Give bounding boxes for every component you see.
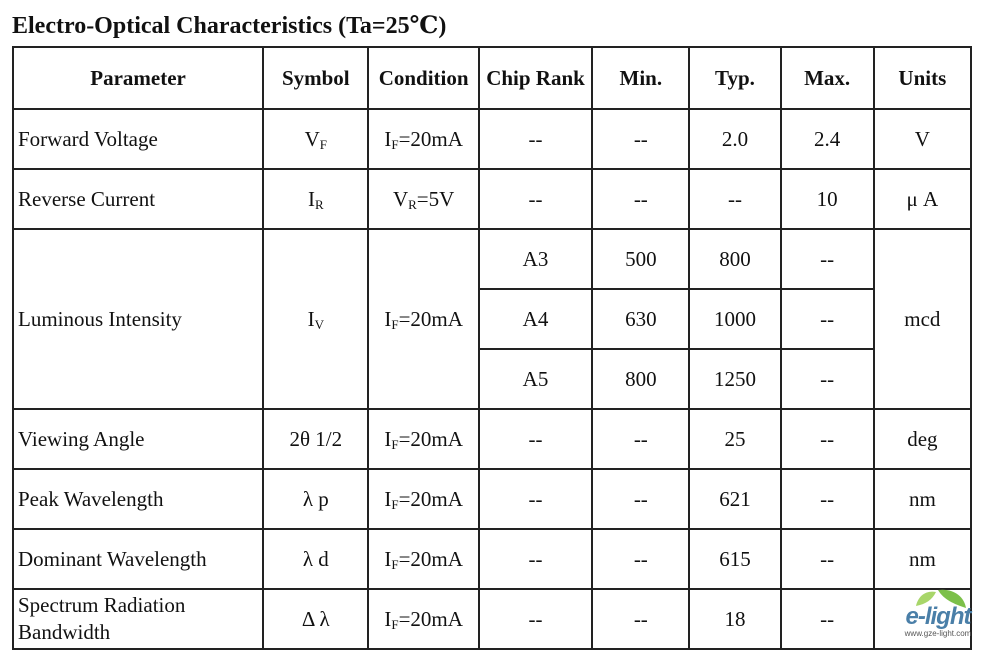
- characteristics-table: [12, 46, 972, 650]
- cell-symbol: [263, 229, 368, 409]
- cell-units: nm: [874, 469, 971, 529]
- cell-max: --: [781, 589, 874, 649]
- cond-value: =20mA: [398, 606, 463, 631]
- cell-parameter: Viewing Angle: [13, 409, 263, 469]
- cell-units: mcd: [874, 229, 971, 409]
- cond-value: =5V: [416, 186, 455, 211]
- cell-parameter: Reverse Current: [13, 169, 263, 229]
- cell-parameter: Peak Wavelength: [13, 469, 263, 529]
- header-symbol: Symbol: [263, 47, 368, 109]
- cond-main: V: [392, 186, 409, 211]
- cell-typ: 2.0: [689, 109, 780, 169]
- cell-min: --: [592, 589, 689, 649]
- cell-typ: 25: [689, 409, 780, 469]
- cell-min: --: [592, 469, 689, 529]
- cell-max: --: [781, 469, 874, 529]
- cell-typ: 615: [689, 529, 780, 589]
- symbol-main: I: [307, 306, 315, 331]
- cell-symbol: λ d: [263, 529, 368, 589]
- cell-chip-rank: --: [479, 529, 592, 589]
- cell-typ: 800: [689, 229, 780, 289]
- cell-max: --: [781, 409, 874, 469]
- cond-main: I: [384, 126, 392, 151]
- cell-symbol: 2θ 1/2: [263, 409, 368, 469]
- cell-chip-rank: --: [479, 109, 592, 169]
- cell-min: --: [592, 529, 689, 589]
- cell-units: nm: [874, 529, 971, 589]
- header-units: Units: [874, 47, 971, 109]
- cell-min: 630: [592, 289, 689, 349]
- cell-symbol: Δ λ: [263, 589, 368, 649]
- cell-parameter: Luminous Intensity: [13, 229, 263, 409]
- cell-max: --: [781, 229, 874, 289]
- cond-value: =20mA: [398, 306, 463, 331]
- cell-symbol: λ p: [263, 469, 368, 529]
- cell-condition: [368, 109, 478, 169]
- symbol-sub: R: [314, 196, 324, 212]
- table-row-peak-wavelength: [13, 469, 971, 529]
- symbol-main: V: [304, 126, 320, 151]
- cell-max: 10: [781, 169, 874, 229]
- cell-units: deg: [874, 409, 971, 469]
- cell-symbol: [263, 169, 368, 229]
- parameter-line2: Bandwidth: [18, 620, 111, 644]
- cell-parameter: [13, 589, 263, 649]
- table-row-spectrum-bandwidth: [13, 589, 971, 649]
- cell-max: --: [781, 349, 874, 409]
- cell-min: 500: [592, 229, 689, 289]
- table-row-viewing-angle: [13, 409, 971, 469]
- cell-units: V: [874, 109, 971, 169]
- cell-max: --: [781, 529, 874, 589]
- cell-units: μ A: [874, 169, 971, 229]
- cell-chip-rank: A5: [479, 349, 592, 409]
- cond-main: I: [384, 486, 392, 511]
- cell-min: --: [592, 169, 689, 229]
- cell-chip-rank: --: [479, 469, 592, 529]
- table-row-forward-voltage: [13, 109, 971, 169]
- table-row-luminous-intensity-a3: [13, 229, 971, 289]
- cell-condition: [368, 589, 478, 649]
- logo-url: www.gze-light.com: [904, 629, 972, 638]
- header-max: Max.: [781, 47, 874, 109]
- cell-symbol: [263, 109, 368, 169]
- cell-condition: [368, 529, 478, 589]
- cond-sub: F: [391, 616, 399, 632]
- cond-sub: F: [391, 496, 399, 512]
- cond-value: =20mA: [398, 486, 463, 511]
- cell-condition: [368, 469, 478, 529]
- cell-condition: [368, 169, 478, 229]
- symbol-sub: F: [319, 136, 327, 152]
- watermark-logo: [898, 586, 978, 648]
- header-min: Min.: [592, 47, 689, 109]
- parameter-line1: Spectrum Radiation: [18, 593, 186, 617]
- symbol-main: I: [307, 186, 315, 211]
- table-row-dominant-wavelength: [13, 529, 971, 589]
- cond-sub: F: [391, 436, 399, 452]
- cond-value: =20mA: [398, 126, 463, 151]
- cell-typ: 1250: [689, 349, 780, 409]
- header-typ: Typ.: [689, 47, 780, 109]
- cond-sub: F: [391, 316, 399, 332]
- cell-min: 800: [592, 349, 689, 409]
- cell-typ: 18: [689, 589, 780, 649]
- cond-value: =20mA: [398, 546, 463, 571]
- cond-sub: R: [408, 196, 417, 212]
- header-chip-rank: Chip Rank: [479, 47, 592, 109]
- cell-min: --: [592, 409, 689, 469]
- cond-sub: F: [391, 556, 399, 572]
- cond-value: =20mA: [398, 426, 463, 451]
- cond-main: I: [384, 426, 392, 451]
- cell-condition: [368, 409, 478, 469]
- logo-text: e-light: [905, 603, 971, 630]
- cell-typ: 621: [689, 469, 780, 529]
- cell-parameter: Dominant Wavelength: [13, 529, 263, 589]
- cell-min: --: [592, 109, 689, 169]
- cell-parameter: Forward Voltage: [13, 109, 263, 169]
- symbol-sub: V: [314, 316, 324, 332]
- header-condition: Condition: [368, 47, 478, 109]
- header-parameter: Parameter: [13, 47, 263, 109]
- cond-main: I: [384, 306, 392, 331]
- cell-max: 2.4: [781, 109, 874, 169]
- cell-typ: --: [689, 169, 780, 229]
- cell-chip-rank: --: [479, 589, 592, 649]
- page-title: Electro-Optical Characteristics (Ta=25℃): [12, 13, 447, 39]
- cond-main: I: [384, 606, 392, 631]
- cell-chip-rank: --: [479, 409, 592, 469]
- header-row: [13, 47, 971, 109]
- cell-condition: [368, 229, 478, 409]
- cell-chip-rank: A3: [479, 229, 592, 289]
- cell-chip-rank: A4: [479, 289, 592, 349]
- cond-sub: F: [391, 136, 399, 152]
- table-row-reverse-current: [13, 169, 971, 229]
- cell-chip-rank: --: [479, 169, 592, 229]
- cond-main: I: [384, 546, 392, 571]
- cell-max: --: [781, 289, 874, 349]
- cell-typ: 1000: [689, 289, 780, 349]
